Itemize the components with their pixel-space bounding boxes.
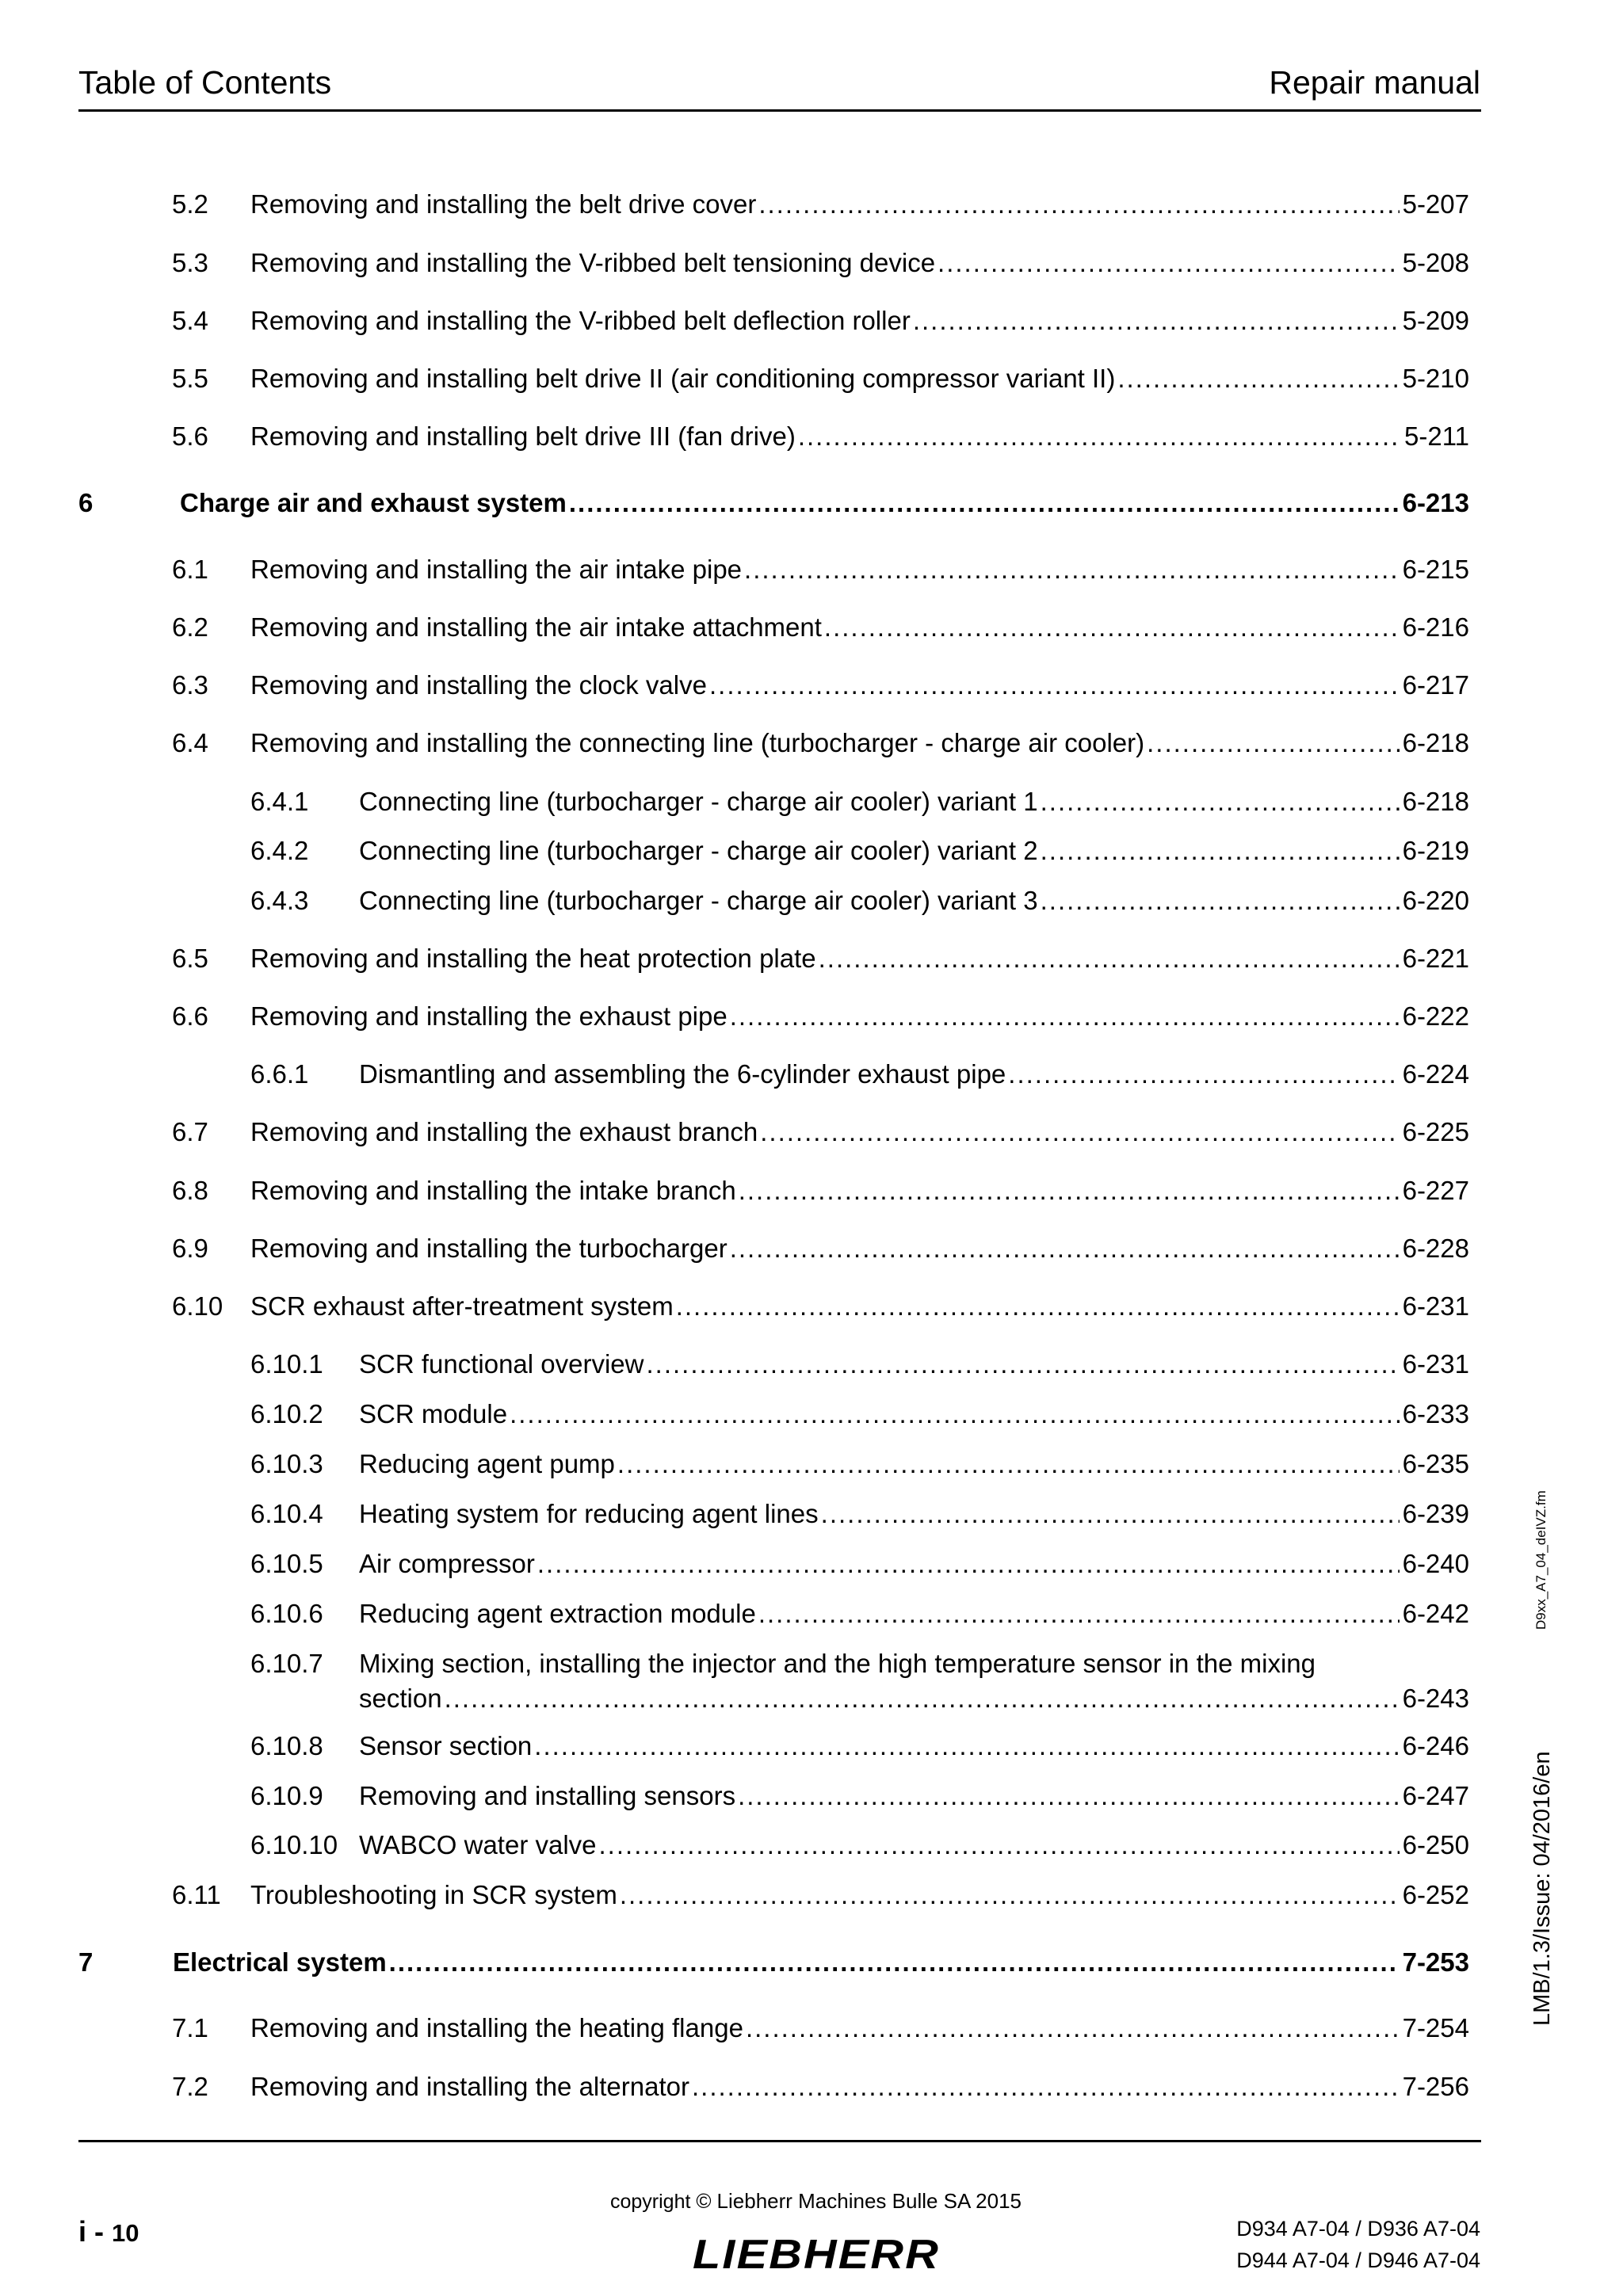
toc-leader-dots [534,1729,1399,1764]
toc-page: 6-216 [1402,612,1469,642]
toc-number: 6.10.7 [250,1649,323,1678]
toc-number: 5.3 [172,248,208,277]
toc-title: Dismantling and assembling the 6-cylinder exhaust pipe [359,1059,1006,1089]
toc-page: 5-211 [1404,421,1469,451]
toc-title: Reducing agent extraction module [359,1599,756,1628]
toc-number: 6 [78,488,94,517]
toc-page: 5-210 [1402,364,1469,393]
toc-title: SCR exhaust after-treatment system [250,1291,674,1321]
toc-title: Removing and installing the connecting line (turbocharger - charge air cooler) [250,728,1145,757]
toc-title: Electrical system [173,1947,387,1977]
toc-entry[interactable] [0,1878,1623,1913]
toc-number: 6.1 [172,555,208,584]
toc-entry[interactable] [0,784,1623,819]
toc-page: 6-247 [1402,1781,1469,1810]
toc-leader-dots [1041,883,1400,918]
toc-page: 6-235 [1402,1449,1469,1478]
toc-entry[interactable] [0,1231,1623,1266]
toc-page: 6-225 [1402,1117,1469,1146]
toc-page: 6-213 [1402,488,1469,517]
toc-page: 6-242 [1402,1599,1469,1628]
toc-entry[interactable] [0,941,1623,976]
toc-page: 5-207 [1402,189,1469,219]
toc-leader-dots [445,1681,1400,1716]
toc-title: Charge air and exhaust system [180,488,567,517]
toc-page: 7-253 [1402,1947,1469,1977]
footer-rule [78,2140,1481,2142]
toc-page: 6-246 [1402,1731,1469,1760]
toc-title: Removing and installing the clock valve [250,670,707,700]
toc-page: 5-208 [1402,248,1469,277]
toc-number: 7 [78,1947,94,1977]
toc-page: 6-239 [1402,1499,1469,1528]
toc-entry[interactable] [0,552,1623,587]
toc-number: 6.7 [172,1117,208,1146]
toc-title: Connecting line (turbocharger - charge air cooler) variant 2 [359,836,1038,865]
toc-page: 7-256 [1402,2072,1469,2101]
toc-entry[interactable] [0,726,1623,761]
toc-title: Mixing section, installing the injector and the high temperature sensor in the mixing [359,1649,1316,1678]
toc-entry[interactable] [0,2011,1623,2046]
toc-page: 6-231 [1402,1291,1469,1321]
toc-title: Air compressor [359,1549,535,1578]
toc-title: Connecting line (turbocharger - charge air cooler) variant 3 [359,886,1038,915]
toc-leader-dots [758,1596,1400,1631]
toc-title: Removing and installing the belt drive cover [250,189,757,219]
toc-leader-dots [730,1231,1400,1266]
toc-title: Reducing agent pump [359,1449,615,1478]
model-line-2: D944 A7-04 / D946 A7-04 [1236,2248,1480,2272]
toc-title: Removing and installing the heat protection plate [250,944,816,973]
toc-title: Removing and installing belt drive II (air conditioning compressor variant II) [250,364,1116,393]
toc-number: 6.9 [172,1234,208,1263]
toc-leader-dots [510,1397,1400,1432]
toc-leader-dots [738,1779,1400,1814]
copyright-notice: copyright © Liebherr Machines Bulle SA 2015 [610,2189,1022,2213]
toc-page: 7-254 [1402,2013,1469,2042]
toc-leader-dots [744,552,1400,587]
toc-number: 5.6 [172,421,208,451]
toc-number: 5.2 [172,189,208,219]
toc-number: 6.10.2 [250,1399,323,1428]
toc-leader-dots [569,486,1400,521]
toc-entry[interactable] [0,1828,1623,1863]
toc-page: 6-233 [1402,1399,1469,1428]
toc-entry[interactable] [0,668,1623,703]
toc-title: Removing and installing the V-ribbed belt tensioning device [250,248,936,277]
toc-number: 6.10.9 [250,1781,323,1810]
toc-number: 6.10.1 [250,1349,323,1379]
toc-page: 6-240 [1402,1549,1469,1578]
toc-title: Removing and installing the exhaust branch [250,1117,758,1146]
toc-page: 6-219 [1402,836,1469,865]
toc-number: 6.10.3 [250,1449,323,1478]
toc-page: 6-218 [1402,728,1469,757]
toc-page: 6-252 [1402,1880,1469,1909]
toc-page: 6-218 [1402,787,1469,816]
toc-entry[interactable] [0,610,1623,645]
toc-page: 6-224 [1402,1059,1469,1089]
toc-leader-dots [938,246,1400,280]
toc-title: Removing and installing the heating flange [250,2013,743,2042]
toc-entry[interactable] [0,1497,1623,1531]
toc-leader-dots [709,668,1400,703]
toc-number: 6.10.6 [250,1599,323,1628]
toc-leader-dots [1008,1057,1399,1092]
toc-number: 6.3 [172,670,208,700]
toc-entry[interactable] [0,1646,1623,1716]
toc-leader-dots [1041,833,1400,868]
toc-title: Removing and installing the turbocharger [250,1234,727,1263]
toc-title-continued: section [359,1684,442,1713]
toc-page: 6-250 [1402,1830,1469,1859]
header-title: Table of Contents [78,64,332,101]
toc-leader-dots [617,1447,1400,1482]
toc-number: 6.10.4 [250,1499,323,1528]
toc-number: 6.2 [172,612,208,642]
toc-number: 7.1 [172,2013,208,2042]
toc-title: SCR module [359,1399,508,1428]
toc-entry[interactable] [0,833,1623,868]
toc-leader-dots [821,1497,1400,1531]
toc-leader-dots [1147,726,1399,761]
toc-title: Removing and installing the air intake pipe [250,555,743,584]
toc-entry[interactable] [0,1447,1623,1482]
toc-leader-dots [1117,361,1399,396]
toc-leader-dots [599,1828,1400,1863]
toc-entry[interactable] [0,1945,1623,1980]
toc-number: 7.2 [172,2072,208,2101]
toc-entry[interactable] [0,1547,1623,1581]
toc-page: 5-209 [1402,306,1469,335]
toc-entry[interactable] [0,1596,1623,1631]
toc-leader-dots [758,187,1399,222]
toc-number: 6.6.1 [250,1059,309,1089]
toc-title: Sensor section [359,1731,533,1760]
toc-title: Removing and installing sensors [359,1781,736,1810]
toc-leader-dots [824,610,1400,645]
model-line-1: D934 A7-04 / D936 A7-04 [1236,2217,1480,2241]
toc-leader-dots [913,303,1400,338]
toc-entry[interactable] [0,1115,1623,1150]
toc-leader-dots [1041,784,1400,819]
toc-leader-dots [760,1115,1399,1150]
toc-page: 6-227 [1402,1176,1469,1205]
toc-title: Removing and installing belt drive III (fan drive) [250,421,796,451]
toc-number: 6.10 [172,1291,223,1321]
toc-leader-dots [647,1347,1400,1382]
toc-number: 6.5 [172,944,208,973]
toc-page: 6-220 [1402,886,1469,915]
toc-leader-dots [798,419,1401,454]
toc-entry[interactable] [0,361,1623,396]
toc-entry[interactable] [0,1779,1623,1814]
header-rule [78,109,1481,112]
toc-leader-dots [676,1289,1400,1324]
toc-number: 6.4.3 [250,886,309,915]
toc-title: Removing and installing the alternator [250,2072,689,2101]
toc-entry[interactable] [0,2069,1623,2104]
liebherr-logo [691,2233,945,2275]
toc-entry[interactable] [0,486,1623,521]
toc-number: 6.10.8 [250,1731,323,1760]
toc-entry[interactable] [0,883,1623,918]
toc-entry[interactable] [0,419,1623,454]
toc-page: 6-222 [1402,1001,1469,1031]
toc-leader-dots [620,1878,1400,1913]
toc-entry[interactable] [0,246,1623,280]
toc-title: Removing and installing the intake branch [250,1176,736,1205]
toc-leader-dots [819,941,1400,976]
toc-title: Troubleshooting in SCR system [250,1880,617,1909]
toc-entry[interactable] [0,1289,1623,1324]
toc-number: 6.4.1 [250,787,309,816]
toc-number: 6.8 [172,1176,208,1205]
toc-number: 6.4.2 [250,836,309,865]
page-number: i - 10 [78,2215,139,2248]
toc-entry[interactable] [0,1729,1623,1764]
toc-page: 6-228 [1402,1234,1469,1263]
toc-entry[interactable] [0,1347,1623,1382]
toc-number: 5.4 [172,306,208,335]
toc-leader-dots [730,999,1400,1034]
issue-label: LMB/1.3/Issue: 04/2016/en [1529,1751,1555,2026]
header-manual-type: Repair manual [1269,64,1480,101]
toc-entry[interactable] [0,187,1623,222]
toc-page: 6-243 [1402,1684,1469,1713]
toc-page: 6-231 [1402,1349,1469,1379]
toc-entry[interactable] [0,1057,1623,1092]
toc-title: Removing and installing the exhaust pipe [250,1001,727,1031]
toc-leader-dots [692,2069,1400,2104]
toc-entry[interactable] [0,999,1623,1034]
toc-page: 6-217 [1402,670,1469,700]
model-list [1236,2213,1480,2276]
toc-number: 5.5 [172,364,208,393]
svg-text:LIEBHERR: LIEBHERR [693,2233,940,2275]
toc-title: SCR functional overview [359,1349,644,1379]
toc-entry[interactable] [0,303,1623,338]
toc-number: 6.11 [172,1880,221,1909]
toc-entry[interactable] [0,1173,1623,1208]
toc-page: 6-221 [1402,944,1469,973]
toc-entry[interactable] [0,1397,1623,1432]
file-label: D9xx_A7_04_deIVZ.fm [1533,1490,1549,1630]
toc-number: 6.10.10 [250,1830,338,1859]
toc-leader-dots [746,2011,1400,2046]
toc-title: WABCO water valve [359,1830,597,1859]
toc-title: Removing and installing the V-ribbed belt deflection roller [250,306,911,335]
toc-number: 6.4 [172,728,208,757]
toc-title: Heating system for reducing agent lines [359,1499,819,1528]
toc-title: Removing and installing the air intake attachment [250,612,822,642]
toc-leader-dots [389,1945,1400,1980]
toc-page: 6-215 [1402,555,1469,584]
toc-leader-dots [739,1173,1400,1208]
toc-title: Connecting line (turbocharger - charge air cooler) variant 1 [359,787,1038,816]
toc-number: 6.10.5 [250,1549,323,1578]
toc-leader-dots [537,1547,1400,1581]
toc-number: 6.6 [172,1001,208,1031]
